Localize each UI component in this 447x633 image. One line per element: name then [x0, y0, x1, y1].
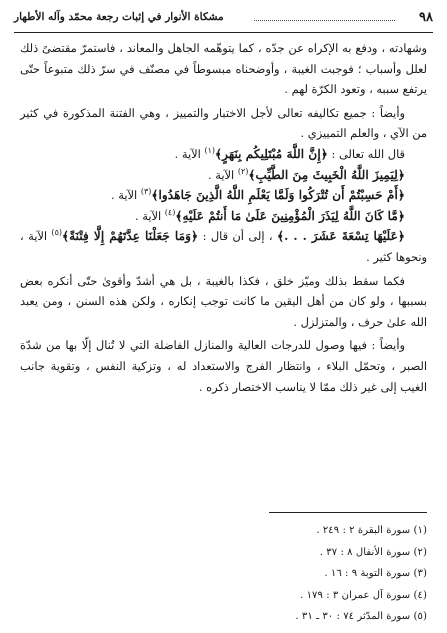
- verse-tail: الآية .: [134, 208, 165, 223]
- verse-line-4: [20, 206, 427, 227]
- footnote-separator: [269, 512, 427, 513]
- page-number: ٩٨: [419, 10, 433, 25]
- footnote-item: (٥) سورة المدّثر ٧٤ : ٣٠ ـ ٣١ .: [295, 611, 427, 623]
- verse-intro: قال الله تعالى :: [327, 146, 405, 161]
- header-rule: [14, 32, 433, 33]
- quran-verse-1: ﴿إِنَّ اللَّهَ مُبْتَلِيكُم بِنَهَرٍ﴾: [214, 146, 328, 161]
- verse-tail: الآية .: [174, 146, 205, 161]
- quran-verse-2: ﴿لِيَمِيزَ اللَّهُ الْخَبِيثَ مِنَ الطَّيِّبِ﴾: [248, 167, 405, 182]
- verse-line-5: [20, 226, 427, 267]
- header-dot-leader: [254, 20, 395, 21]
- footnote-item: (٢) سورة الأنفال ٨ : ٣٧ .: [319, 546, 427, 558]
- footnote-ref-5: (٥): [51, 228, 62, 238]
- quran-verse-5b: ﴿وَمَا جَعَلْنَا عِدَّتَهُمْ إِلَّا فِتْنَةً﴾: [61, 229, 199, 244]
- footnote-ref-3: (٣): [140, 187, 152, 197]
- verse-tail: الآية .: [208, 167, 238, 182]
- paragraph-high-ranks: وأيضاً : فيها وصول للدرجات العالية والمنازل الفاضلة التي لا تُنال إلّا بها من شدّة الصبر ، وتحمّل البلاء ، وانتظار الفرج والاستعداد له ، وتزكية النفس ، وتقوية جانب الغيب إلى غير ذلك ممّا لا يناسب الاختصار ذكره .: [20, 338, 427, 394]
- footnote-item: (١) سورة البقرة ٢ : ٢٤٩ .: [316, 525, 427, 536]
- running-title: مشكاة الأنوار في إثبات رجعة محمّد وآله الأطهار: [14, 11, 224, 23]
- paragraph-occultation-test: فكما سقط بذلك وميّز خلق ، فكذا بالغيبة ، بل هي أشدّ وأقوىٰ حتّى أنكره بعض بسببها ، ولو كان من أهل اليقين ما كانت توجب إنكاره ، ولكن هذه السنن ، ومن يعبد الله علىٰ حرف ، والمتزلزل .: [20, 273, 427, 329]
- verse-bridge: ، إلى أن قال :: [198, 229, 277, 244]
- verse-tail: الآية ، ونحوها كثير .: [20, 229, 427, 264]
- page-body: [20, 38, 427, 397]
- footnote-ref-1: (١): [204, 146, 215, 156]
- quran-verse-4: ﴿مَّا كَانَ اللَّهُ لِيَذَرَ الْمُؤْمِنِينَ عَلَىٰ مَا أَنتُمْ عَلَيْهِ﴾: [175, 208, 405, 223]
- footnote-ref-4: (٤): [164, 207, 176, 217]
- quran-verse-5a: ﴿عَلَيْهَا تِسْعَةَ عَشَرَ . . .﴾: [276, 229, 405, 244]
- paragraph-continuation: وشهادته ، ودفع به الإكراه عن جدّه ، كما يتوهّمه الجاهل والمعاند ، فاستمرّ مقتضىً ذلك لعلل وأسباب ؛ فوجبت الغيبة ، وأوضحناه مبسوطاً في مصنّف في سرّ ذلك متبوعاً حتّى يرتفع سببه ، وتعود الكرّة لهم .: [20, 41, 427, 97]
- verse-tail: الآية .: [111, 188, 141, 203]
- page-header: [14, 8, 433, 28]
- verse-line-1: [20, 144, 427, 165]
- paragraph-test-intro: وأيضاً : جميع تكاليفه تعالى لأجل الاختبار والتمييز ، وهي الفتنة المذكورة في كثير من الآي ، والعلم التمييزي .: [20, 105, 427, 141]
- footnote-ref-2: (٢): [237, 166, 249, 176]
- footnote-item: (٣) سورة التوبة ٩ : ١٦ .: [324, 568, 427, 580]
- footnote-item: (٤) سورة آل عمران ٣ : ١٧٩ .: [300, 589, 427, 601]
- verse-line-2: [20, 165, 427, 186]
- quran-verse-3: ﴿أَمْ حَسِبْتُمْ أَن تُتْرَكُوا وَلَمَّا يَعْلَمِ اللَّهُ الَّذِينَ جَاهَدُوا﴾: [151, 188, 405, 203]
- verse-line-3: [20, 185, 427, 206]
- footnotes-list: [20, 520, 427, 628]
